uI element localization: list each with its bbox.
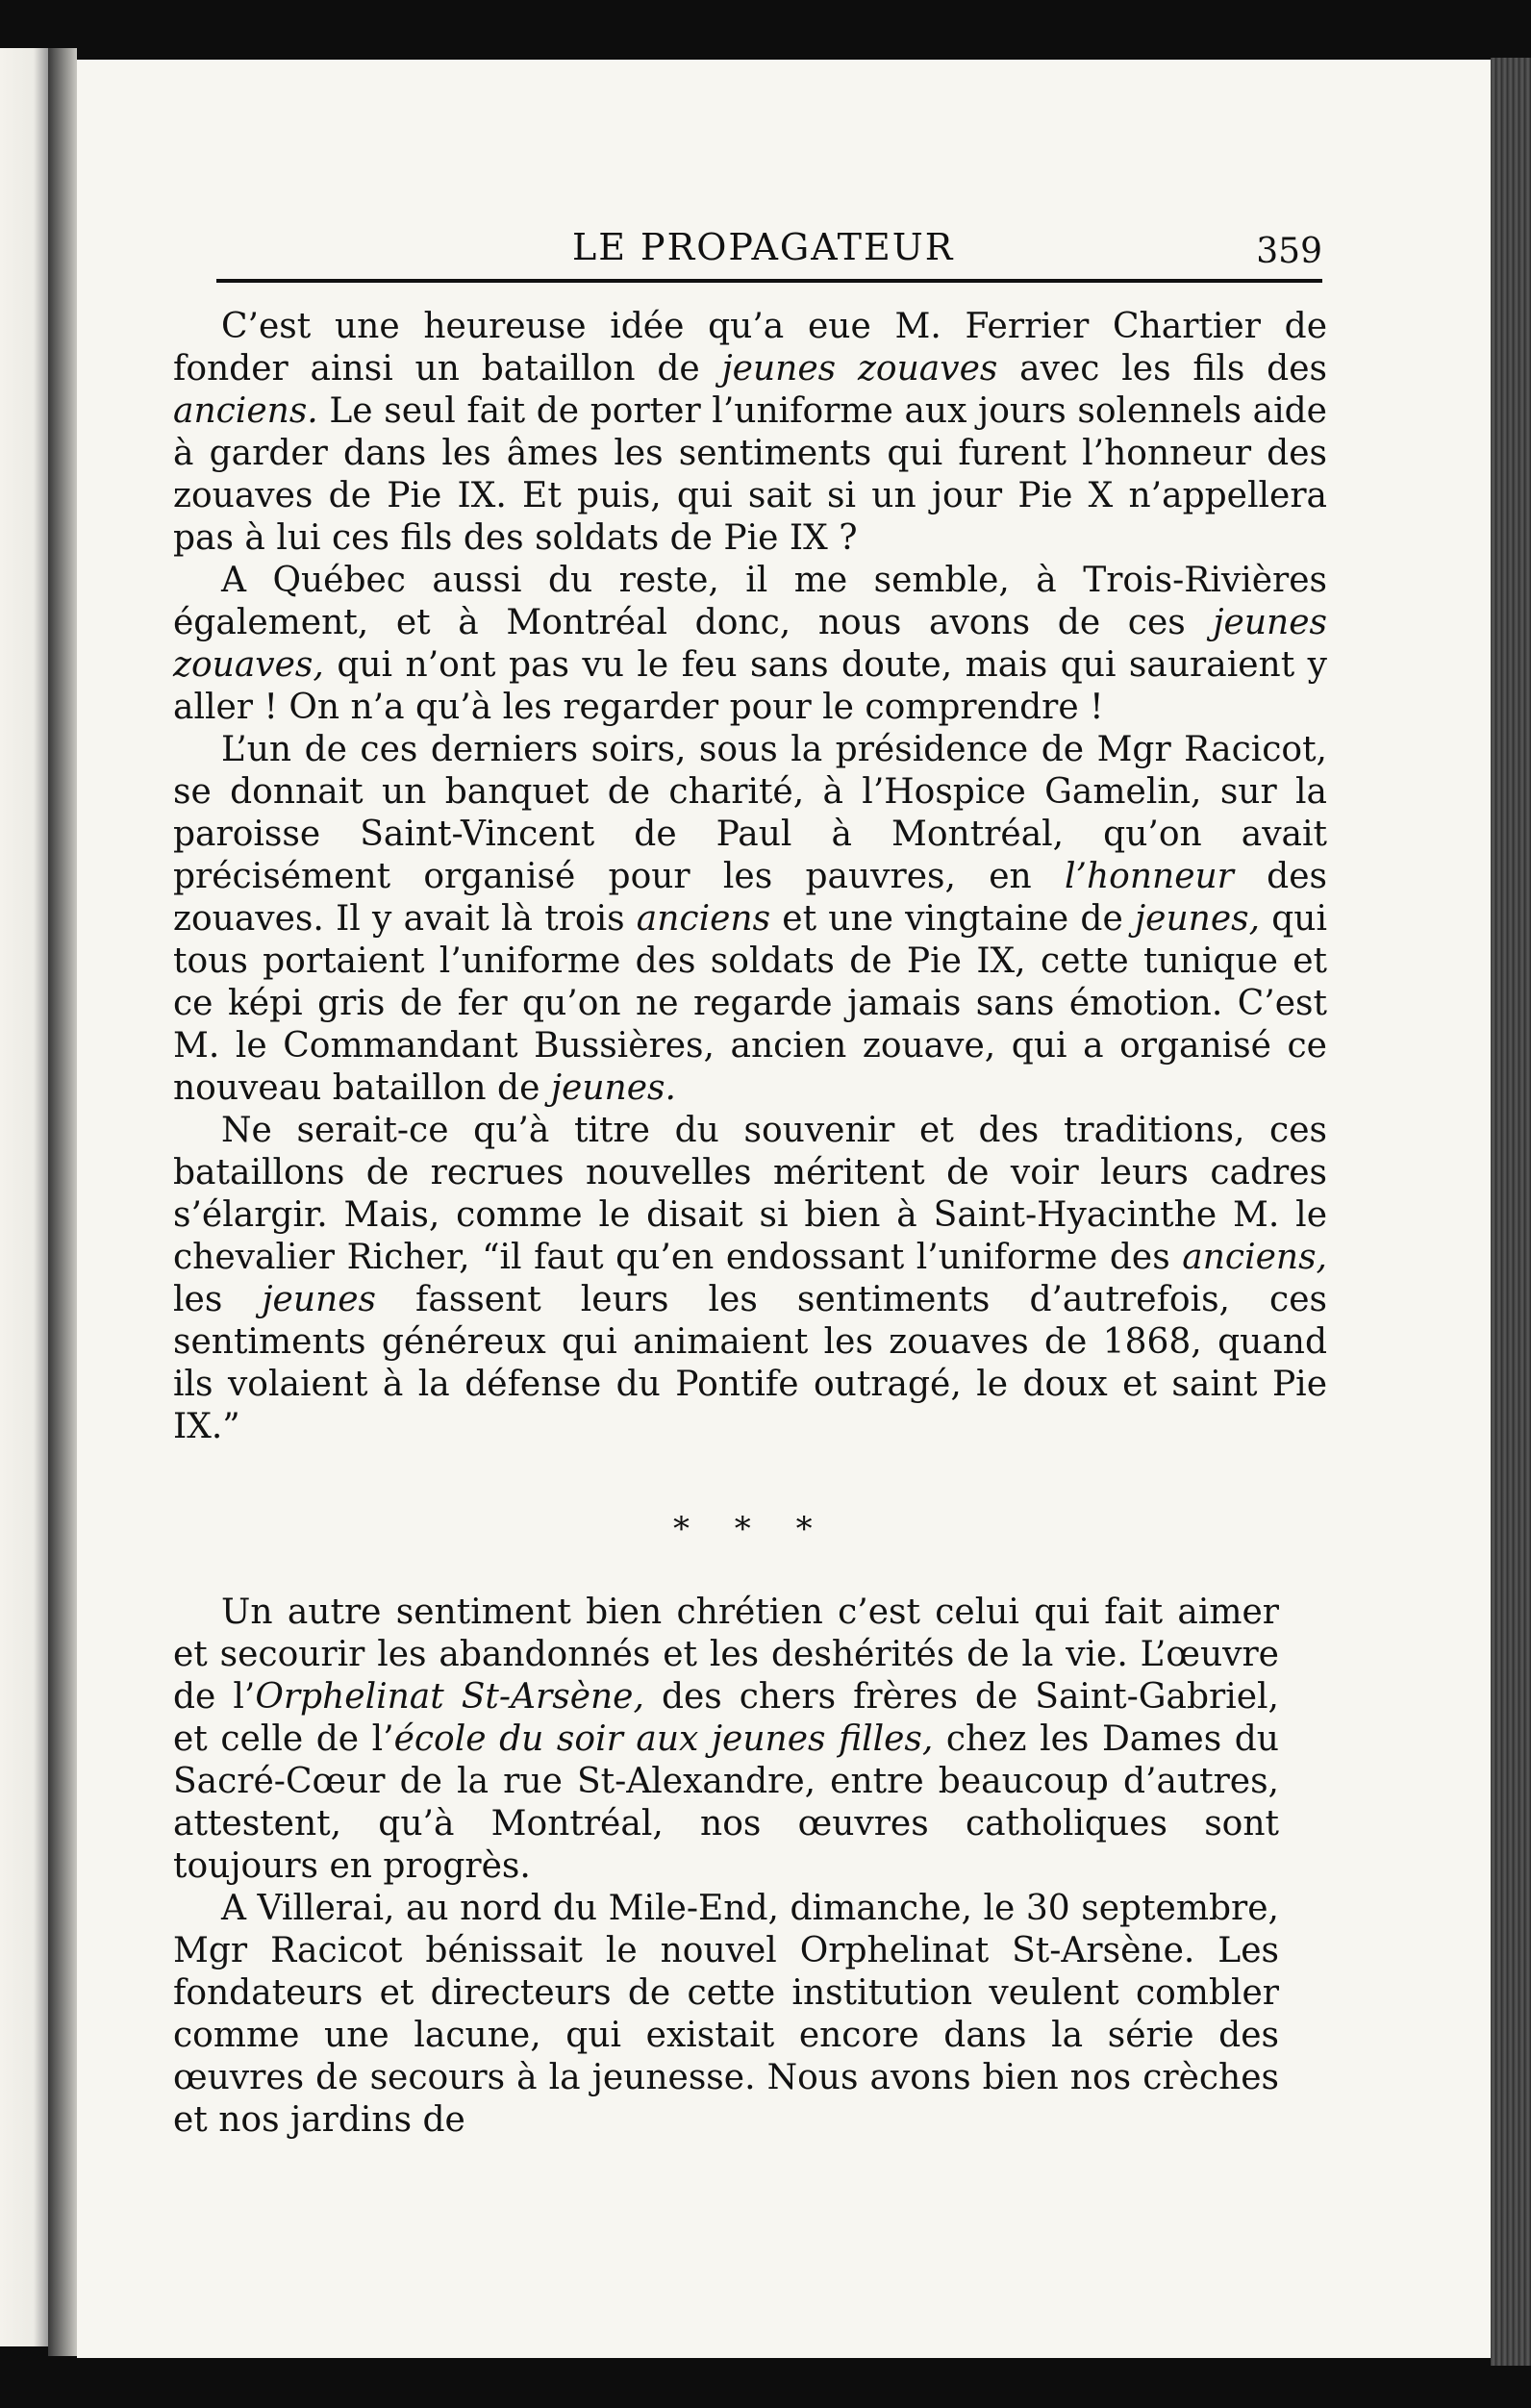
paragraph: A Québec aussi du reste, il me semble, à Trois-Rivières également, et à Montréal donc, nous avons de ces jeunes zouaves, qui n’ont pas vu le feu sans doute, mais qui sauraient y aller ! On n’a qu’à les regarder pour le comprendre ! <box>173 561 1327 727</box>
paragraph: Ne serait-ce qu’à titre du souvenir et des traditions, ces bataillons de recrues nouvelles méritent de voir leurs cadres s’élargir. Mais, comme le disait si bien à Saint-Hyacinthe M. le chevalier Richer, “il faut qu’en endossant l’uniforme des anciens, les jeunes fassent leurs les sentiments d’autrefois, ces sentiments généreux qui animaient les zouaves de 1868, quand ils volaient à la défense du Pontife outragé, le doux et saint Pie IX.” <box>173 1111 1327 1446</box>
section-orphelinat <box>173 1592 1279 2142</box>
paragraph: C’est une heureuse idée qu’a eue M. Ferrier Chartier de fonder ainsi un bataillon de jeunes zouaves avec les fils des anciens. Le seul fait de porter l’uniforme aux jours solennels aide à garder dans les âmes les sentiments qui furent l’honneur des zouaves de Pie IX. Et puis, qui sait si un jour Pie X n’appellera pas à lui ces fils des soldats de Pie IX ? <box>173 307 1327 558</box>
paragraph: L’un de ces derniers soirs, sous la présidence de Mgr Racicot, se donnait un banquet de charité, à l’Hospice Gamelin, sur la paroisse Saint-Vincent de Paul à Montréal, qu’on avait précisément organisé pour les pauvres, en l’honneur des zouaves. Il y avait là trois anciens et une vingtaine de jeunes, qui tous portaient l’uniforme des soldats de Pie IX, cette tunique et ce képi gris de fer qu’on ne regarde jamais sans émotion. C’est M. le Commandant Bussières, ancien zouave, qui a organisé ce nouveau bataillon de jeunes. <box>173 730 1328 1108</box>
page-number: 359 <box>1256 232 1322 271</box>
section-zouaves <box>173 306 1327 1448</box>
page-stack-edge <box>1491 58 1531 2366</box>
paragraph: A Villerai, au nord du Mile-End, dimanche, le 30 septembre, Mgr Racicot bénissait le nouvel Orphelinat St-Arsène. Les fondateurs et directeurs de cette institution veulent combler comme une lacune, qui existait encore dans la série des œuvres de secours à la jeunesse. Nous avons bien nos crèches et nos jardins de <box>173 1889 1279 2140</box>
running-title: LE PROPAGATEUR <box>572 226 955 268</box>
spine-shadow <box>48 48 77 2356</box>
left-page-edge <box>0 48 48 2346</box>
header-rule <box>216 279 1322 283</box>
page-header <box>216 226 1322 284</box>
paragraph: Un autre sentiment bien chrétien c’est celui qui fait aimer et secourir les abandonnés et les deshérités de la vie. L’œuvre de l’Orphelinat St-Arsène, des chers frères de Saint-Gabriel, et celle de l’école du soir aux jeunes filles, chez les Dames du Sacré-Cœur de la rue St-Alexandre, entre beaucoup d’autres, attestent, qu’à Montréal, nos œuvres catholiques sont toujours en progrès. <box>173 1593 1279 1886</box>
section-separator: * * * <box>673 1510 830 1548</box>
